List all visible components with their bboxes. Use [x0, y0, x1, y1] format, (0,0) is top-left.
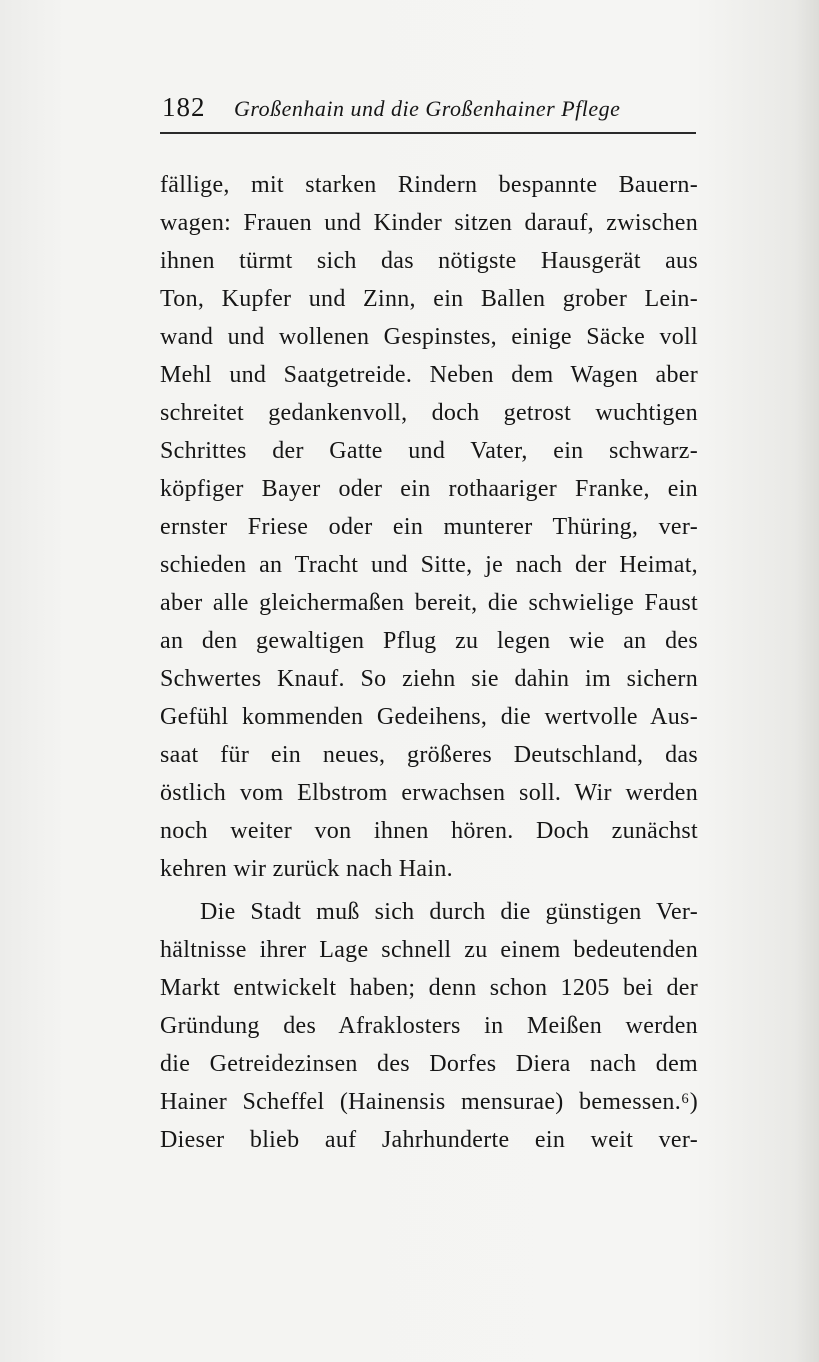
text-line: saat für ein neues, größeres Deutschland, das: [160, 742, 698, 768]
text-line: noch weiter von ihnen hören. Doch zunächst: [160, 818, 698, 844]
text-line: Hainer Scheffel (Hainensis mensurae) bemessen.⁶): [160, 1089, 698, 1115]
text-line: Gefühl kommenden Gedeihens, die wertvolle Aus-: [160, 704, 698, 730]
text-line: Schwertes Knauf. So ziehn sie dahin im sichern: [160, 666, 698, 692]
text-line: Die Stadt muß sich durch die günstigen Ver-: [200, 899, 698, 925]
text-line: schreitet gedankenvoll, doch getrost wuchtigen: [160, 400, 698, 426]
text-line: wagen: Frauen und Kinder sitzen darauf, zwischen: [160, 210, 698, 236]
text-line: schieden an Tracht und Sitte, je nach der Heimat,: [160, 552, 698, 578]
text-line: Markt entwickelt haben; denn schon 1205 bei der: [160, 975, 698, 1001]
text-line: Dieser blieb auf Jahrhunderte ein weit ver-: [160, 1127, 698, 1153]
text-line: Mehl und Saatgetreide. Neben dem Wagen aber: [160, 362, 698, 388]
text-line: Gründung des Afraklosters in Meißen werden: [160, 1013, 698, 1039]
text-line: fällige, mit starken Rindern bespannte Bauern-: [160, 172, 698, 198]
text-line: Schrittes der Gatte und Vater, ein schwarz-: [160, 438, 698, 464]
text-line: ernster Friese oder ein munterer Thüring, ver-: [160, 514, 698, 540]
text-line: kehren wir zurück nach Hain.: [160, 856, 453, 882]
text-line: wand und wollenen Gespinstes, einige Säcke voll: [160, 324, 698, 350]
text-line: köpfiger Bayer oder ein rothaariger Franke, ein: [160, 476, 698, 502]
text-line: östlich vom Elbstrom erwachsen soll. Wir werden: [160, 780, 698, 806]
page-header: [160, 88, 696, 134]
page-number: 182: [162, 92, 206, 122]
text-line: ihnen türmt sich das nötigste Hausgerät aus: [160, 248, 698, 274]
text-line: an den gewaltigen Pflug zu legen wie an des: [160, 628, 698, 654]
text-line: aber alle gleichermaßen bereit, die schwielige Faust: [160, 590, 698, 616]
text-line: die Getreidezinsen des Dorfes Diera nach dem: [160, 1051, 698, 1077]
running-head: Großenhain und die Großenhainer Pflege: [234, 96, 621, 121]
text-line: Ton, Kupfer und Zinn, ein Ballen grober Lein-: [160, 286, 698, 312]
text-line: hältnisse ihrer Lage schnell zu einem bedeutenden: [160, 937, 698, 963]
